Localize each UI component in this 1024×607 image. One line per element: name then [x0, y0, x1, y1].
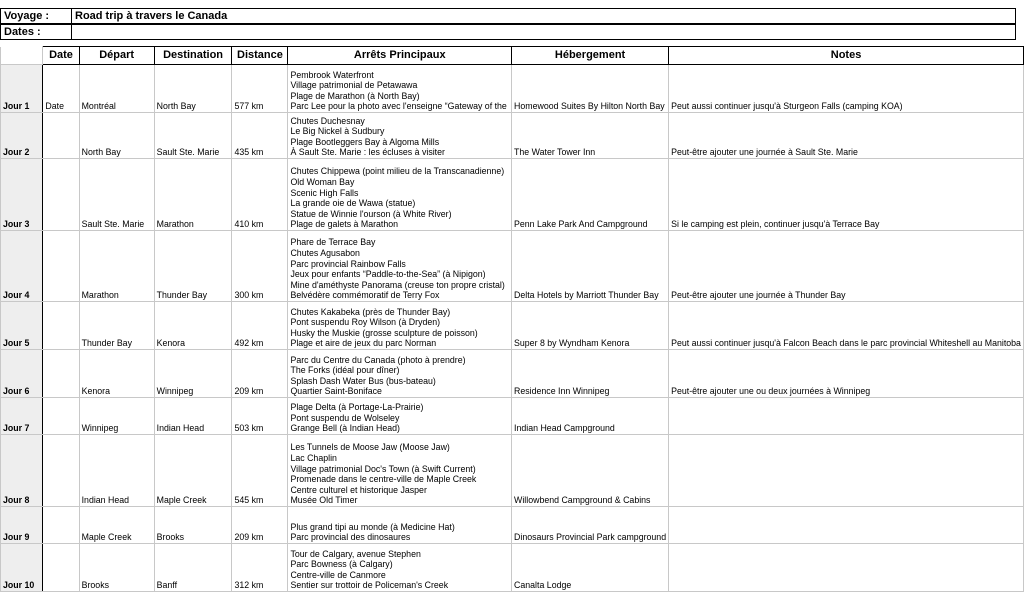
- col-header-destination: Destination: [154, 47, 232, 65]
- destination-cell[interactable]: Sault Ste. Marie: [154, 113, 232, 159]
- destination-cell[interactable]: Indian Head: [154, 398, 232, 435]
- stop-item: Le Big Nickel à Sudbury: [290, 126, 385, 137]
- lodging-cell[interactable]: Willowbend Campground & Cabins: [512, 435, 669, 507]
- dates-value[interactable]: [72, 25, 1015, 39]
- stop-item: Chutes Duchesnay: [290, 115, 365, 126]
- stops-cell[interactable]: [288, 398, 512, 435]
- stop-item: Les Tunnels de Moose Jaw (Moose Jaw): [290, 442, 450, 453]
- stop-item: Jeux pour enfants “Paddle-to-the-Sea” (à Nipigon): [290, 269, 486, 280]
- depart-cell[interactable]: Indian Head: [79, 435, 154, 507]
- day-cell[interactable]: Jour 7: [1, 398, 43, 435]
- stop-item: Sentier sur trottoir de Policeman's Creek: [290, 580, 449, 591]
- notes-cell[interactable]: [669, 544, 1024, 592]
- destination-cell[interactable]: North Bay: [154, 65, 232, 113]
- notes-cell[interactable]: Peut aussi continuer jusqu'à Falcon Beach dans le parc provincial Whiteshell au Manitoba: [669, 302, 1024, 350]
- stop-item: Plage Delta (à Portage-La-Prairie): [290, 402, 424, 413]
- depart-cell[interactable]: Brooks: [79, 544, 154, 592]
- date-cell[interactable]: [43, 113, 79, 159]
- day-cell[interactable]: Jour 8: [1, 435, 43, 507]
- stop-item: Mine d'améthyste Panorama (creuse ton propre cristal): [290, 279, 505, 290]
- stop-item: Plage de galets à Marathon: [290, 219, 399, 230]
- destination-cell[interactable]: Brooks: [154, 507, 232, 544]
- stop-item: Parc du Centre du Canada (photo à prendre): [290, 354, 466, 365]
- stop-item: À Sault Ste. Marie : les écluses à visiter: [290, 147, 445, 158]
- day-cell[interactable]: Jour 1: [1, 65, 43, 113]
- stop-item: Centre-ville de Canmore: [290, 569, 386, 580]
- stop-item: Promenade dans le centre-ville de Maple Creek: [290, 474, 477, 485]
- stop-item: Statue de Winnie l'ourson (à White River): [290, 208, 452, 219]
- lodging-cell[interactable]: Super 8 by Wyndham Kenora: [512, 302, 669, 350]
- stop-item: Chutes Agusabon: [290, 248, 360, 259]
- notes-cell[interactable]: [669, 507, 1024, 544]
- depart-cell[interactable]: Maple Creek: [79, 507, 154, 544]
- table-row: [1, 507, 1024, 544]
- depart-cell[interactable]: Montréal: [79, 65, 154, 113]
- depart-cell[interactable]: Sault Ste. Marie: [79, 159, 154, 231]
- header-row: [1, 47, 1024, 65]
- col-header-depart: Départ: [79, 47, 154, 65]
- stop-item: Village patrimonial Doc's Town (à Swift Current): [290, 463, 476, 474]
- depart-cell[interactable]: Thunder Bay: [79, 302, 154, 350]
- distance-cell[interactable]: 545 km: [232, 435, 288, 507]
- voyage-value[interactable]: Road trip à travers le Canada: [75, 10, 228, 22]
- col-header-day: [1, 47, 43, 65]
- stop-item: Belvédère commémoratif de Terry Fox: [290, 290, 440, 301]
- stops-cell[interactable]: [288, 435, 512, 507]
- notes-cell[interactable]: Peut aussi continuer jusqu'à Sturgeon Falls (camping KOA): [669, 65, 1024, 113]
- table-row: [1, 65, 1024, 113]
- stop-item: Scenic High Falls: [290, 187, 359, 198]
- distance-cell[interactable]: 312 km: [232, 544, 288, 592]
- date-cell[interactable]: [43, 302, 79, 350]
- stop-item: Grange Bell (à Indian Head): [290, 423, 400, 434]
- day-cell[interactable]: Jour 10: [1, 544, 43, 592]
- stop-item: Chutes Kakabeka (près de Thunder Bay): [290, 306, 451, 317]
- col-header-date: Date: [43, 47, 79, 65]
- lodging-cell[interactable]: The Water Tower Inn: [512, 113, 669, 159]
- lodging-cell[interactable]: Residence Inn Winnipeg: [512, 350, 669, 398]
- distance-cell[interactable]: 209 km: [232, 350, 288, 398]
- day-cell[interactable]: Jour 6: [1, 350, 43, 398]
- notes-cell[interactable]: Peut-être ajouter une journée à Thunder Bay: [669, 231, 1024, 302]
- itinerary-table: [0, 46, 1024, 592]
- stop-item: Plage Bootleggers Bay à Algoma Mills: [290, 136, 440, 147]
- destination-cell[interactable]: Kenora: [154, 302, 232, 350]
- stops-cell[interactable]: [288, 350, 512, 398]
- stop-item: Centre culturel et historique Jasper: [290, 484, 427, 495]
- stop-item: Parc Bowness (à Calgary): [290, 559, 393, 570]
- distance-cell[interactable]: 410 km: [232, 159, 288, 231]
- destination-cell[interactable]: Thunder Bay: [154, 231, 232, 302]
- stop-item: Quartier Saint-Boniface: [290, 386, 382, 397]
- stop-item: Husky the Muskie (grosse sculpture de poisson): [290, 327, 478, 338]
- date-cell[interactable]: [43, 159, 79, 231]
- day-cell[interactable]: Jour 3: [1, 159, 43, 231]
- stop-item: Village patrimonial de Petawawa: [290, 80, 418, 91]
- depart-cell[interactable]: North Bay: [79, 113, 154, 159]
- date-cell[interactable]: [43, 435, 79, 507]
- day-cell[interactable]: Jour 4: [1, 231, 43, 302]
- depart-cell[interactable]: Winnipeg: [79, 398, 154, 435]
- distance-cell[interactable]: 435 km: [232, 113, 288, 159]
- stop-item: The Forks (idéal pour dîner): [290, 365, 400, 376]
- destination-cell[interactable]: Banff: [154, 544, 232, 592]
- depart-cell[interactable]: Kenora: [79, 350, 154, 398]
- destination-cell[interactable]: Winnipeg: [154, 350, 232, 398]
- table-row: [1, 113, 1024, 159]
- col-header-notes: Notes: [669, 47, 1024, 65]
- date-cell[interactable]: Date: [43, 65, 79, 113]
- table-row: [1, 398, 1024, 435]
- date-cell[interactable]: [43, 231, 79, 302]
- day-cell[interactable]: Jour 5: [1, 302, 43, 350]
- notes-cell[interactable]: Si le camping est plein, continuer jusqu'à Terrace Bay: [669, 159, 1024, 231]
- stop-item: Parc provincial des dinosaures: [290, 532, 411, 543]
- date-cell[interactable]: [43, 398, 79, 435]
- table-row: [1, 302, 1024, 350]
- col-header-lodging: Hébergement: [512, 47, 669, 65]
- stop-item: Old Woman Bay: [290, 177, 355, 188]
- date-cell[interactable]: [43, 544, 79, 592]
- voyage-label: Voyage :: [1, 9, 72, 23]
- distance-cell[interactable]: 503 km: [232, 398, 288, 435]
- depart-cell[interactable]: Marathon: [79, 231, 154, 302]
- table-row: [1, 435, 1024, 507]
- distance-cell[interactable]: 300 km: [232, 231, 288, 302]
- lodging-cell[interactable]: Canalta Lodge: [512, 544, 669, 592]
- col-header-distance: Distance: [232, 47, 288, 65]
- dates-label: Dates :: [1, 25, 72, 39]
- distance-cell[interactable]: 577 km: [232, 65, 288, 113]
- table-row: [1, 159, 1024, 231]
- stop-item: Parc provincial Rainbow Falls: [290, 258, 406, 269]
- distance-cell[interactable]: 209 km: [232, 507, 288, 544]
- stop-item: Phare de Terrace Bay: [290, 237, 376, 248]
- stop-item: Pont suspendu de Wolseley: [290, 412, 400, 423]
- dates-row: [0, 24, 1016, 40]
- lodging-cell[interactable]: Delta Hotels by Marriott Thunder Bay: [512, 231, 669, 302]
- notes-cell[interactable]: Peut-être ajouter une ou deux journées à Winnipeg: [669, 350, 1024, 398]
- stop-item: Splash Dash Water Bus (bus-bateau): [290, 375, 436, 386]
- stops-cell[interactable]: [288, 65, 512, 113]
- stops-cell[interactable]: [288, 544, 512, 592]
- stop-item: Pembrook Waterfront: [290, 69, 374, 80]
- notes-cell[interactable]: [669, 398, 1024, 435]
- stops-cell[interactable]: [288, 113, 512, 159]
- stop-item: Lac Chaplin: [290, 453, 337, 464]
- stop-item: Musée Old Timer: [290, 495, 358, 506]
- stop-item: Plage de Marathon (à North Bay): [290, 90, 420, 101]
- table-row: [1, 544, 1024, 592]
- day-cell[interactable]: Jour 9: [1, 507, 43, 544]
- stops-cell[interactable]: [288, 231, 512, 302]
- stop-item: La grande oie de Wawa (statue): [290, 198, 416, 209]
- date-cell[interactable]: [43, 350, 79, 398]
- voyage-row: [0, 8, 1016, 24]
- stop-item: Chutes Chippewa (point milieu de la Transcanadienne): [290, 166, 505, 177]
- day-cell[interactable]: Jour 2: [1, 113, 43, 159]
- destination-cell[interactable]: Maple Creek: [154, 435, 232, 507]
- col-header-stops: Arrêts Principaux: [288, 47, 512, 65]
- notes-cell[interactable]: Peut-être ajouter une journée à Sault Ste. Marie: [669, 113, 1024, 159]
- notes-cell[interactable]: [669, 435, 1024, 507]
- stop-item: Plage et aire de jeux du parc Norman: [290, 338, 437, 349]
- stops-cell[interactable]: [288, 507, 512, 544]
- distance-cell[interactable]: 492 km: [232, 302, 288, 350]
- stop-item: Plus grand tipi au monde (à Medicine Hat): [290, 521, 455, 532]
- destination-cell[interactable]: Marathon: [154, 159, 232, 231]
- date-cell[interactable]: [43, 507, 79, 544]
- stop-item: Tour de Calgary, avenue Stephen: [290, 548, 421, 559]
- stops-cell[interactable]: [288, 159, 512, 231]
- lodging-cell[interactable]: Homewood Suites By Hilton North Bay: [512, 65, 669, 113]
- stops-cell[interactable]: [288, 302, 512, 350]
- stop-item: Parc Lee pour la photo avec l'enseigne “Gateway of the: [290, 101, 507, 112]
- lodging-cell[interactable]: Dinosaurs Provincial Park campground: [512, 507, 669, 544]
- lodging-cell[interactable]: Indian Head Campground: [512, 398, 669, 435]
- lodging-cell[interactable]: Penn Lake Park And Campground: [512, 159, 669, 231]
- table-row: [1, 231, 1024, 302]
- table-row: [1, 350, 1024, 398]
- stop-item: Pont suspendu Roy Wilson (à Dryden): [290, 317, 441, 328]
